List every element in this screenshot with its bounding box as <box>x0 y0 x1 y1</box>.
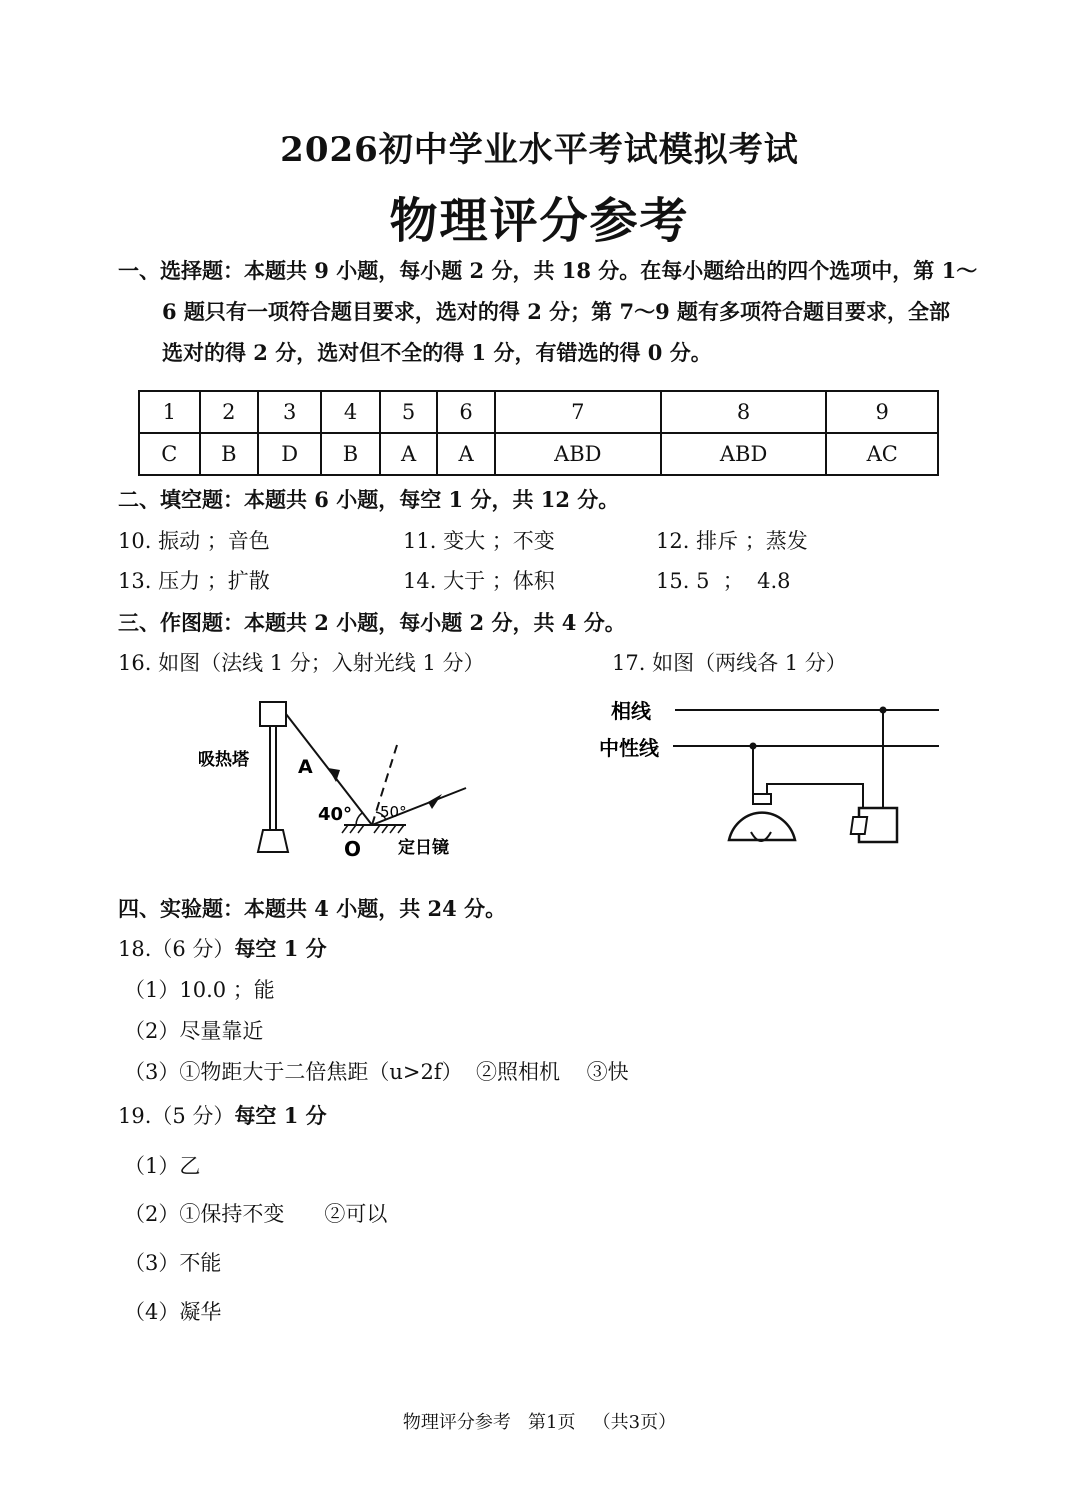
section2-heading: 二、填空题：本题共 6 小题，每空 1 分，共 12 分。 <box>118 487 620 512</box>
point-a-label: A <box>298 756 313 778</box>
question-18-note: 每空 1 分 <box>234 936 327 961</box>
question-17: 17. 如图（两线各 1 分） <box>612 651 847 675</box>
arrow-head <box>428 794 442 809</box>
mirror-hatching <box>342 825 404 833</box>
answer-11: 11. 变大 ；不变 <box>403 529 555 553</box>
table-cell: ABD <box>495 433 661 475</box>
section3-heading: 三、作图题：本题共 2 小题，每小题 2 分，共 4 分。 <box>118 610 626 635</box>
point-o-label: O <box>344 837 362 861</box>
section1-line3: 选对的得 2 分，选对但不全的得 1 分，有错选的得 0 分。 <box>162 340 712 365</box>
angle-arc <box>356 813 362 825</box>
q19-answer-1: （1）乙 <box>124 1154 201 1178</box>
table-cell: C <box>139 433 200 475</box>
table-cell: B <box>321 433 379 475</box>
circuit-diagram <box>595 690 945 855</box>
lamp-socket <box>753 794 771 804</box>
q18-answer-3: （3）①物距大于二倍焦距（u>2f） ②照相机 ③快 <box>124 1060 629 1084</box>
table-cell: 3 <box>258 391 321 433</box>
q19-answer-2: （2）①保持不变 ②可以 <box>124 1202 388 1226</box>
table-cell: 8 <box>661 391 827 433</box>
table-cell: 5 <box>380 391 438 433</box>
exam-title: 2026初中学业水平考试模拟考试 <box>280 130 799 170</box>
angle-50-label: 50° <box>380 803 407 821</box>
switch-lever <box>851 817 867 834</box>
section1-line2: 6 题只有一项符合题目要求，选对的得 2 分；第 7～9 题有多项符合题目要求，全部 <box>162 299 950 324</box>
table-cell: AC <box>826 433 938 475</box>
table-cell: ABD <box>661 433 827 475</box>
section1-line1: 一、选择题：本题共 9 小题，每小题 2 分，共 18 分。在每小题给出的四个选项中，第 1～ <box>118 258 978 283</box>
page-footer: 物理评分参考 第1页 （共3页） <box>402 1412 677 1433</box>
live-wire-label: 相线 <box>611 699 651 723</box>
answer-13: 13. 压力 ；扩散 <box>118 569 270 593</box>
q19-answer-4: （4）凝华 <box>124 1300 222 1324</box>
lamp-to-switch-wire <box>767 784 863 808</box>
mirror-label: 定日镜 <box>398 838 449 858</box>
answer-12: 12. 排斥 ；蒸发 <box>656 529 808 553</box>
neutral-wire-label: 中性线 <box>599 736 659 760</box>
tower-label: 吸热塔 <box>198 750 249 770</box>
table-cell: 2 <box>200 391 258 433</box>
q19-answer-3: （3）不能 <box>124 1251 222 1275</box>
question-19-number: 19.（5 分） <box>118 1104 235 1128</box>
answer-14: 14. 大于 ；体积 <box>403 569 555 593</box>
page-subtitle: 物理评分参考 <box>389 193 690 249</box>
answer-10: 10. 振动 ；音色 <box>118 529 270 553</box>
tower-base <box>258 830 288 852</box>
section4-heading: 四、实验题：本题共 4 小题，共 24 分。 <box>118 896 507 921</box>
question-18-number: 18.（6 分） <box>118 937 235 961</box>
table-row-answers <box>139 433 938 475</box>
table-cell: 4 <box>321 391 379 433</box>
question-16: 16. 如图（法线 1 分；入射光线 1 分） <box>118 651 485 675</box>
question-19-note: 每空 1 分 <box>234 1103 327 1128</box>
q18-answer-1: （1）10.0 ；能 <box>124 978 275 1002</box>
table-cell: D <box>258 433 321 475</box>
question-18-heading <box>118 933 327 963</box>
table-row-numbers <box>139 391 938 433</box>
table-cell: 1 <box>139 391 200 433</box>
tower-receiver <box>260 702 286 726</box>
table-cell: 9 <box>826 391 938 433</box>
reflection-diagram <box>190 690 480 870</box>
table-cell: 6 <box>437 391 495 433</box>
lamp-icon <box>729 813 795 840</box>
question-19-heading <box>118 1100 327 1130</box>
table-cell: B <box>200 433 258 475</box>
table-cell: A <box>437 433 495 475</box>
answer-15: 15. 5 ； 4.8 <box>656 569 791 593</box>
table-cell: 7 <box>495 391 661 433</box>
table-cell: A <box>380 433 438 475</box>
q18-answer-2: （2）尽量靠近 <box>124 1019 264 1043</box>
answer-table <box>138 390 939 476</box>
angle-40-label: 40° <box>318 804 353 825</box>
